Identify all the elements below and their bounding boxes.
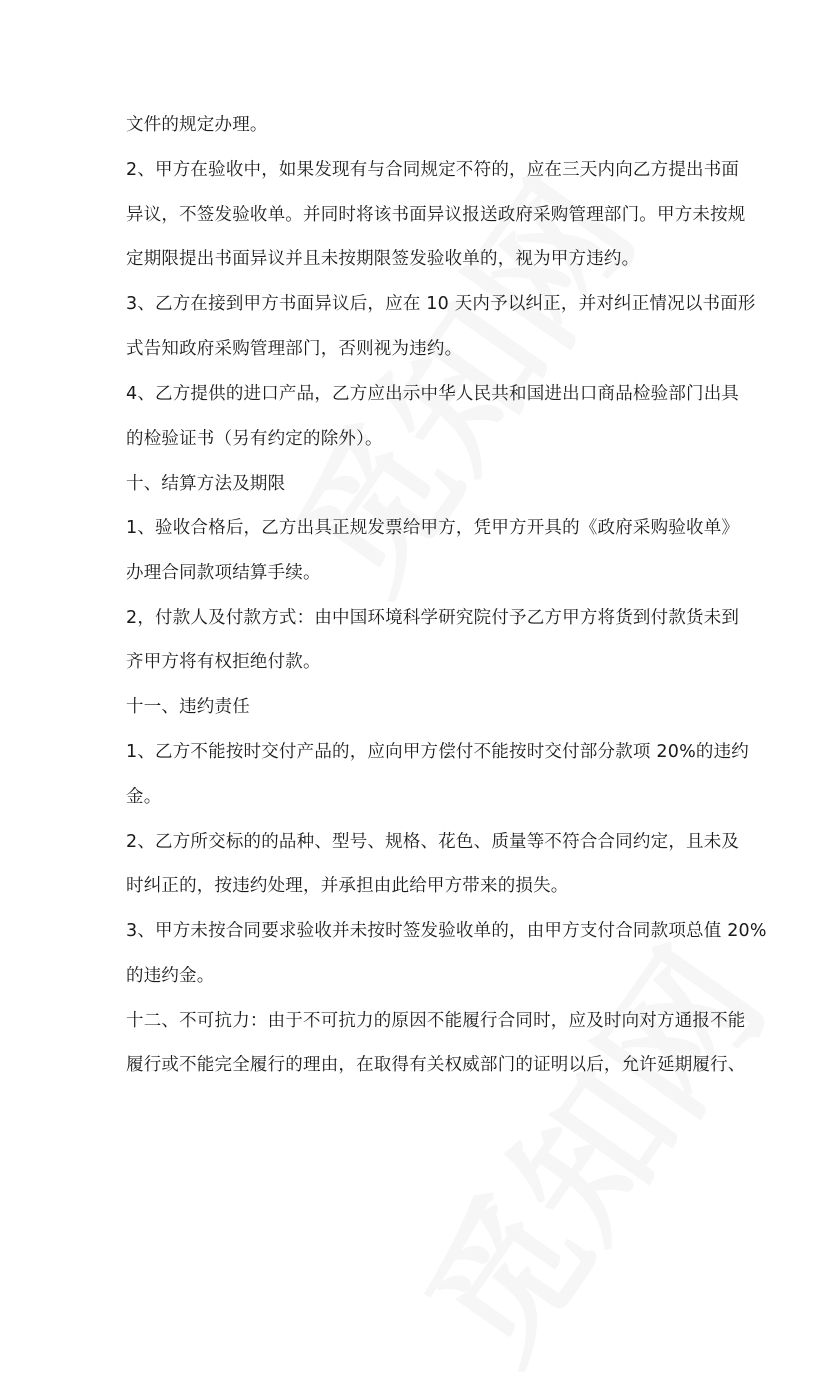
text-line: 2、乙方所交标的的品种、型号、规格、花色、质量等不符合合同约定，且未及 bbox=[126, 832, 740, 852]
text-line: 1、验收合格后，乙方出具正规发票给甲方，凭甲方开具的《政府采购验收单》 bbox=[126, 518, 740, 538]
text-line: 文件的规定办理。 bbox=[126, 115, 268, 135]
section-heading: 十一、违约责任 bbox=[126, 697, 250, 717]
text-line: 金。 bbox=[126, 787, 162, 807]
text-line: 办理合同款项结算手续。 bbox=[126, 563, 321, 583]
section-heading: 十、结算方法及期限 bbox=[126, 474, 286, 494]
section-heading: 十二、不可抗力：由于不可抗力的原因不能履行合同时，应及时向对方通报不能 bbox=[126, 1011, 746, 1031]
text-line: 时纠正的，按违约处理，并承担由此给甲方带来的损失。 bbox=[126, 876, 569, 896]
text-line: 2，付款人及付款方式：由中国环境科学研究院付予乙方甲方将货到付款货未到 bbox=[126, 608, 740, 628]
text-line: 式告知政府采购管理部门，否则视为违约。 bbox=[126, 339, 463, 359]
text-line: 3、甲方未按合同要求验收并未按时签发验收单的，由甲方支付合同款项总值 20% bbox=[126, 921, 767, 941]
text-line: 1、乙方不能按时交付产品的，应向甲方偿付不能按时交付部分款项 20%的违约 bbox=[126, 742, 749, 762]
text-line: 的检验证书（另有约定的除外）。 bbox=[126, 429, 383, 449]
text-line: 异议，不签发验收单。并同时将该书面异议报送政府采购管理部门。甲方未按规 bbox=[126, 205, 746, 225]
text-line: 定期限提出书面异议并且未按期限签发验收单的，视为甲方违约。 bbox=[126, 249, 640, 269]
text-line: 履行或不能完全履行的理由，在取得有关权威部门的证明以后，允许延期履行、 bbox=[126, 1055, 746, 1075]
text-line: 3、乙方在接到甲方书面异议后，应在 10 天内予以纠正，并对纠正情况以书面形 bbox=[126, 294, 756, 314]
text-line: 2、甲方在验收中，如果发现有与合同规定不符的，应在三天内向乙方提出书面 bbox=[126, 160, 740, 180]
text-line: 齐甲方将有权拒绝付款。 bbox=[126, 652, 321, 672]
text-line: 的违约金。 bbox=[126, 966, 215, 986]
text-line: 4、乙方提供的进口产品，乙方应出示中华人民共和国进出口商品检验部门出具 bbox=[126, 384, 740, 404]
watermark bbox=[367, 902, 802, 1394]
